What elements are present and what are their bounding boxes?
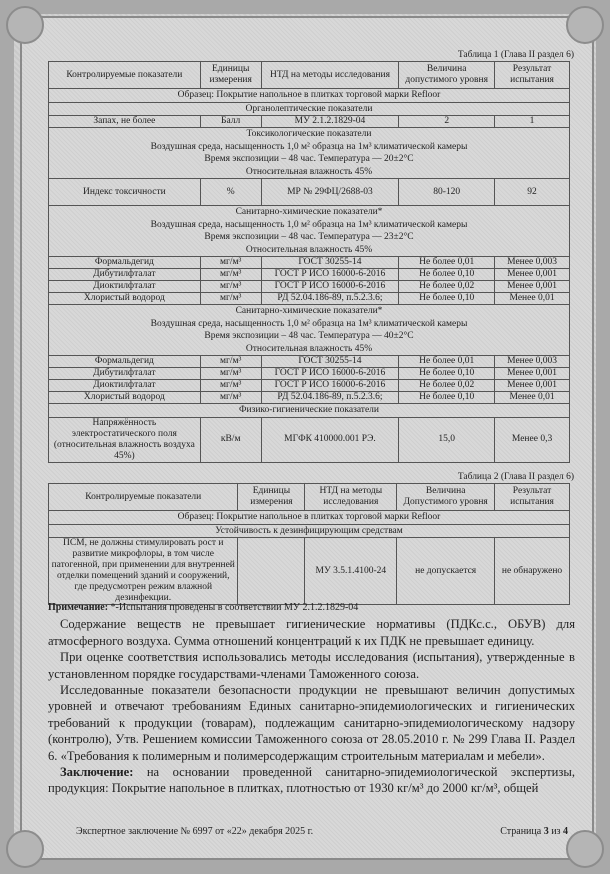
section-line: Физико-гигиенические показатели xyxy=(239,405,379,415)
section-row xyxy=(49,89,570,103)
table-cell: Не более 0,01 xyxy=(399,356,495,368)
section-line: Образец: Покрытие напольное в плитках торговой марки Refloor xyxy=(177,512,441,522)
footer-page-number xyxy=(500,826,568,837)
section-line: Санитарно-химические показатели* xyxy=(235,306,383,316)
section-line: Относительная влажность 45% xyxy=(245,244,373,255)
table-cell: МГФК 410000.001 РЭ. xyxy=(261,417,399,462)
table-cell: мг/м³ xyxy=(200,269,261,281)
table-cell: ГОСТ 30255-14 xyxy=(261,257,399,269)
table-1 xyxy=(48,61,570,463)
table-cell: Не более 0,10 xyxy=(399,293,495,305)
table-cell: Менее 0,001 xyxy=(495,380,570,392)
table-row xyxy=(49,380,570,392)
table-cell: Хлористый водород xyxy=(49,392,201,404)
section-line: Санитарно-химические показатели* xyxy=(235,207,383,217)
section-cell xyxy=(49,511,570,525)
note-text: *-Испытания проведены в соответствии МУ 2.1.2.1829-04 xyxy=(108,602,359,613)
table-cell: 1 xyxy=(495,116,570,128)
section-cell xyxy=(49,206,570,257)
conclusion-label: Заключение: xyxy=(60,765,134,780)
table-cell: 80-120 xyxy=(399,179,495,206)
section-cell xyxy=(49,89,570,103)
note-label: Примечание: xyxy=(48,602,109,613)
page-label: Страница xyxy=(500,826,544,837)
corner-ornament xyxy=(566,6,604,44)
section-line: Органолептические показатели xyxy=(245,103,373,114)
section-row xyxy=(49,511,570,525)
paragraph: Исследованные показатели безопасности продукции не превышают величин допустимых уровней и отвечают требованиям Единых санитарно-эпидемиологических и гигиенических требований к продукции (товарам), подлежащим санитарно-эпидемиологическому надзору (контролю), Утв. Решением комиссии Таможенного союза от 28.05.2010 г. № 299 Глава II. Раздел 6. «Требования к полимерным и полимерсодержащим строительным материалам и мебели». xyxy=(48,683,575,763)
section-line: Время экспозиции – 48 час. Температура — 20±2°С xyxy=(204,154,414,164)
table-cell: ГОСТ Р ИСО 16000-6-2016 xyxy=(261,269,399,281)
section-row xyxy=(49,305,570,356)
section-line: Время экспозиции – 48 час. Температура — 40±2°С xyxy=(204,331,414,341)
table-row xyxy=(49,116,570,128)
column-header: Единицы измерения xyxy=(200,62,261,89)
section-cell xyxy=(49,404,570,418)
table-cell: 92 xyxy=(495,179,570,206)
table-cell: мг/м³ xyxy=(200,257,261,269)
conclusion-text: на основании проведенной санитарно-эпидемиологической экспертизы, продукция: Покрытие напольное в плитках, плотностью от 1930 кг/м³ до 2000 кг/м³, общей xyxy=(48,765,575,796)
table-cell: Дибутилфталат xyxy=(49,368,201,380)
section-cell xyxy=(49,128,570,179)
table-cell: Напряжённость электростатического поля (относительная влажность воздуха 45%) xyxy=(49,417,201,462)
column-header: Контролируемые показатели xyxy=(49,484,238,511)
footer-document-ref: Экспертное заключение № 6997 от «22» декабря 2025 г. xyxy=(76,826,314,837)
table-row xyxy=(49,538,570,605)
table-cell: мг/м³ xyxy=(200,368,261,380)
section-row xyxy=(49,404,570,418)
table-cell: мг/м³ xyxy=(200,281,261,293)
section-line: Время экспозиции – 48 час. Температура — 23±2°С xyxy=(204,232,414,242)
section-row xyxy=(49,128,570,179)
table-row xyxy=(49,392,570,404)
table-cell: ГОСТ Р ИСО 16000-6-2016 xyxy=(261,368,399,380)
table-cell: Не более 0,10 xyxy=(399,392,495,404)
of-label: из xyxy=(548,826,563,837)
table-cell: ГОСТ Р ИСО 16000-6-2016 xyxy=(261,380,399,392)
table-2 xyxy=(48,483,570,605)
table-cell: Диоктилфталат xyxy=(49,281,201,293)
table-cell xyxy=(238,538,305,605)
section-line: Воздушная среда, насыщенность 1,0 м² образца на 1м³ климатической камеры xyxy=(150,318,468,329)
page-total: 4 xyxy=(563,826,568,837)
paragraph: Содержание веществ не превышает гигиенические нормативы (ПДКс.с., ОБУВ) для атмосферного воздуха. Сумма отношений концентраций к их ПДК не превышает единицу. xyxy=(48,617,575,648)
table-cell: не допускается xyxy=(397,538,495,605)
table-cell: мг/м³ xyxy=(200,380,261,392)
conclusion xyxy=(48,764,575,797)
corner-ornament xyxy=(6,830,44,868)
section-cell xyxy=(49,305,570,356)
table1-caption: Таблица 1 (Глава II раздел 6) xyxy=(457,50,574,60)
corner-ornament xyxy=(566,830,604,868)
table-cell: Индекс токсичности xyxy=(49,179,201,206)
table-row xyxy=(49,368,570,380)
table-cell: 15,0 xyxy=(399,417,495,462)
section-cell xyxy=(49,524,570,538)
table-cell: МР № 29ФЦ/2688-03 xyxy=(261,179,399,206)
section-line: Относительная влажность 45% xyxy=(245,166,373,177)
table-cell: % xyxy=(200,179,261,206)
table-cell: Менее 0,001 xyxy=(495,281,570,293)
table-header-row xyxy=(49,484,570,511)
table-cell: Дибутилфталат xyxy=(49,269,201,281)
section-line: Токсикологические показатели xyxy=(246,129,372,139)
section-line: Воздушная среда, насыщенность 1,0 м² образца на 1м³ климатической камеры xyxy=(150,219,468,230)
table2-caption: Таблица 2 (Глава II раздел 6) xyxy=(457,472,574,482)
table-cell: Менее 0,003 xyxy=(495,356,570,368)
column-header: Результат испытания xyxy=(495,484,570,511)
table-cell: Не более 0,10 xyxy=(399,368,495,380)
section-row xyxy=(49,102,570,116)
table-cell: мг/м³ xyxy=(200,293,261,305)
table-cell: Не более 0,02 xyxy=(399,281,495,293)
section-row xyxy=(49,524,570,538)
column-header: НТД на методы исследования xyxy=(305,484,397,511)
table-row xyxy=(49,179,570,206)
paragraph: При оценке соответствия использовались методы исследования (испытания), утвержденные в установленном порядке государствами-членами Таможенного союза. xyxy=(48,650,575,681)
table-cell: РД 52.04.186-89, п.5.2.3.6; xyxy=(261,392,399,404)
table-row xyxy=(49,269,570,281)
column-header: НТД на методы исследования xyxy=(261,62,399,89)
table-cell: Менее 0,001 xyxy=(495,269,570,281)
section-line: Воздушная среда, насыщенность 1,0 м² образца на 1м³ климатической камеры xyxy=(150,141,468,152)
table-cell: Балл xyxy=(200,116,261,128)
section-line: Образец: Покрытие напольное в плитках торговой марки Refloor xyxy=(177,90,441,100)
column-header: Контролируемые показатели xyxy=(49,62,201,89)
table-cell: Хлористый водород xyxy=(49,293,201,305)
table-cell: ГОСТ Р ИСО 16000-6-2016 xyxy=(261,281,399,293)
table-row xyxy=(49,281,570,293)
table-cell: МУ 3.5.1.4100-24 xyxy=(305,538,397,605)
table-cell: Менее 0,01 xyxy=(495,293,570,305)
section-row xyxy=(49,206,570,257)
body-text xyxy=(48,600,575,797)
column-header: Величина Допустимого уровня xyxy=(397,484,495,511)
table-cell: 2 xyxy=(399,116,495,128)
section-line: Устойчивость к дезинфицирующим средствам xyxy=(215,525,403,536)
table-cell: РД 52.04.186-89, п.5.2.3.6; xyxy=(261,293,399,305)
table-cell: Запах, не более xyxy=(49,116,201,128)
table-cell: Формальдегид xyxy=(49,257,201,269)
table-cell: не обнаружено xyxy=(495,538,570,605)
corner-ornament xyxy=(6,6,44,44)
page-num: 3 xyxy=(543,826,549,837)
section-line: Относительная влажность 45% xyxy=(245,343,373,354)
table-cell: Менее 0,001 xyxy=(495,368,570,380)
table-cell: МУ 2.1.2.1829-04 xyxy=(261,116,399,128)
column-header: Величина допустимого уровня xyxy=(399,62,495,89)
table-cell: кВ/м xyxy=(200,417,261,462)
table-cell: Не более 0,10 xyxy=(399,269,495,281)
table-cell: Менее 0,3 xyxy=(495,417,570,462)
table-cell: Не более 0,02 xyxy=(399,380,495,392)
table-header-row xyxy=(49,62,570,89)
table-cell: Менее 0,01 xyxy=(495,392,570,404)
table-cell: Менее 0,003 xyxy=(495,257,570,269)
table-cell: Диоктилфталат xyxy=(49,380,201,392)
table-row xyxy=(49,356,570,368)
table-cell: ПСМ, не должны стимулировать рост и развитие микрофлоры, в том числе патогенной, при применении для внутренней отделки помещений зданий и сооружений, где предусмотрен режим влажной дезинфекции. xyxy=(49,538,238,605)
note xyxy=(48,600,575,616)
table-row xyxy=(49,417,570,462)
column-header: Единицы измерения xyxy=(238,484,305,511)
table-cell: Не более 0,01 xyxy=(399,257,495,269)
table-row xyxy=(49,257,570,269)
table-cell: Формальдегид xyxy=(49,356,201,368)
table-cell: мг/м³ xyxy=(200,356,261,368)
table-row xyxy=(49,293,570,305)
column-header: Результат испытания xyxy=(495,62,570,89)
table-cell: ГОСТ 30255-14 xyxy=(261,356,399,368)
table-cell: мг/м³ xyxy=(200,392,261,404)
section-cell xyxy=(49,102,570,116)
